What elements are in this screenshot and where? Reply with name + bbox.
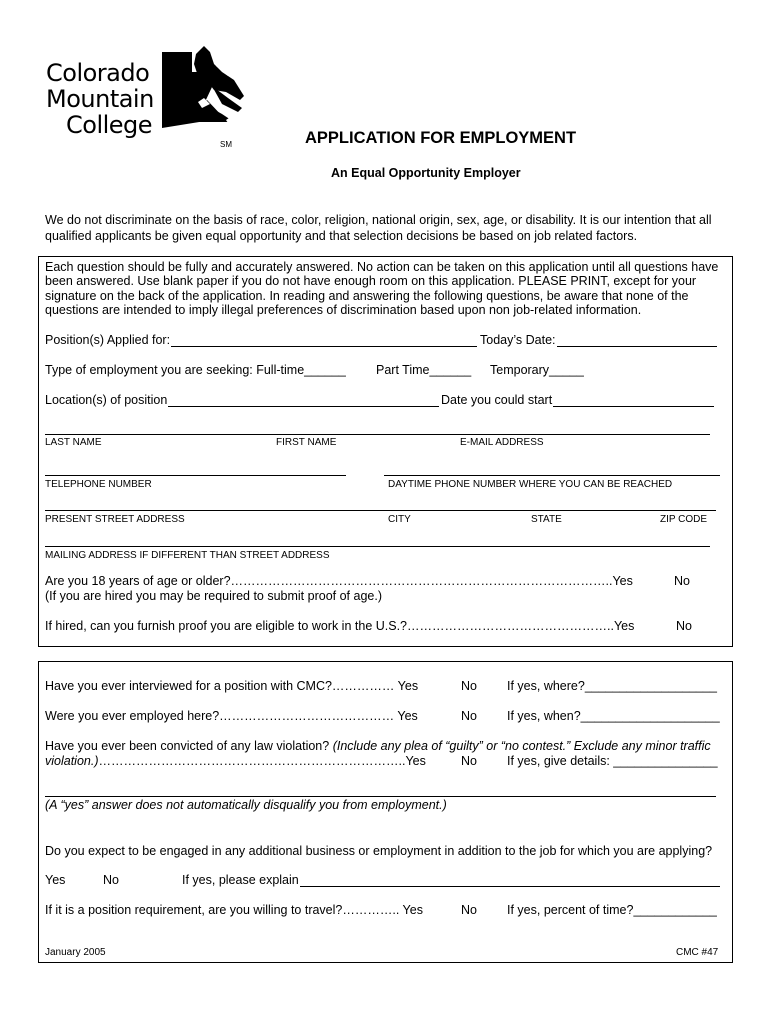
mailing-label: MAILING ADDRESS IF DIFFERENT THAN STREET ADDRESS <box>45 550 330 561</box>
other-employment-no[interactable]: No <box>103 873 119 887</box>
location-field[interactable] <box>168 406 439 407</box>
other-employment-explain-label: If yes, please explain <box>182 873 299 887</box>
position-field[interactable] <box>171 346 477 347</box>
position-label: Position(s) Applied for: <box>45 333 171 347</box>
footer-date: January 2005 <box>45 947 106 958</box>
telephone-line[interactable] <box>45 475 346 476</box>
travel-question[interactable]: If it is a position requirement, are you willing to travel?………….. Yes <box>45 903 423 917</box>
eligibility-question[interactable]: If hired, can you furnish proof you are eligible to work in the U.S.?…………………………………………..Yes <box>45 619 635 633</box>
daytime-phone-label: DAYTIME PHONE NUMBER WHERE YOU CAN BE REACHED <box>388 479 673 490</box>
telephone-label: TELEPHONE NUMBER <box>45 479 152 490</box>
conviction-details-line[interactable] <box>45 796 716 797</box>
service-mark: SM <box>220 140 232 149</box>
part-time-option[interactable]: Part Time______ <box>376 363 472 377</box>
logo-line-2: Mountain <box>46 85 154 113</box>
conviction-details[interactable]: If yes, give details: _______________ <box>507 754 718 768</box>
address-line[interactable] <box>45 510 716 511</box>
employed-when[interactable]: If yes, when?____________________ <box>507 709 720 723</box>
page-subtitle: An Equal Opportunity Employer <box>331 166 521 180</box>
conviction-question-text: Have you ever been convicted of any law violation? <box>45 739 330 753</box>
intro-line-2: qualified applicants be given equal opportunity and that selection decisions be based on job related factors. <box>45 229 638 243</box>
logo-line-1: Colorado <box>46 59 150 87</box>
conviction-violation-text: violation.) <box>45 754 99 768</box>
name-line[interactable] <box>45 434 710 435</box>
street-label: PRESENT STREET ADDRESS <box>45 514 185 525</box>
travel-no-option[interactable]: No <box>461 903 477 917</box>
employed-no-option[interactable]: No <box>461 709 477 723</box>
eligibility-no-option[interactable]: No <box>676 619 692 633</box>
yes-answer-note: (A “yes” answer does not automatically disqualify you from employment.) <box>45 798 447 812</box>
today-date-field[interactable] <box>557 346 717 347</box>
conviction-yes-option[interactable]: ………………………………………………………………..Yes <box>98 754 426 768</box>
temporary-option[interactable]: Temporary_____ <box>490 363 584 377</box>
age-question[interactable]: Are you 18 years of age or older?………………………………………………………………………………..Yes <box>45 574 633 588</box>
start-date-field[interactable] <box>553 406 714 407</box>
instructions-line-4: questions are intended to imply illegal preferences of discrimination based upon non job-related information. <box>45 303 642 317</box>
intro-line-1: We do not discriminate on the basis of race, color, religion, national origin, sex, age, or disability. It is our intention that all <box>45 213 712 227</box>
first-name-label: FIRST NAME <box>276 437 337 448</box>
email-label: E-MAIL ADDRESS <box>460 437 544 448</box>
eagle-mountain-logo-icon <box>152 42 252 138</box>
logo-text <box>46 60 154 138</box>
instructions-line-3: signature on the back of the application. In reading and answering the following questions, be aware that none of the <box>45 289 689 303</box>
page-title: APPLICATION FOR EMPLOYMENT <box>305 129 577 147</box>
interviewed-where[interactable]: If yes, where?___________________ <box>507 679 717 693</box>
daytime-phone-line[interactable] <box>384 475 720 476</box>
interviewed-question[interactable]: Have you ever interviewed for a position with CMC?…………… Yes <box>45 679 419 693</box>
last-name-label: LAST NAME <box>45 437 102 448</box>
conviction-question <box>45 739 711 753</box>
start-date-label: Date you could start <box>441 393 553 407</box>
other-employment-question: Do you expect to be engaged in any additional business or employment in addition to the job for which you are applying? <box>45 844 713 858</box>
other-employment-explain-field[interactable] <box>300 886 720 887</box>
conviction-question-note: (Include any plea of “guilty” or “no contest.” Exclude any minor traffic <box>332 739 711 753</box>
conviction-question-cont[interactable] <box>45 754 426 768</box>
history-box <box>38 661 733 963</box>
interviewed-no-option[interactable]: No <box>461 679 477 693</box>
other-employment-yes[interactable]: Yes <box>45 873 66 887</box>
instructions-line-1: Each question should be fully and accurately answered. No action can be taken on this application until all questions have <box>45 260 719 274</box>
conviction-no-option[interactable]: No <box>461 754 477 768</box>
instructions-line-2: been answered. Use blank paper if you do not have enough room on this application. PLEASE PRINT, except for your <box>45 274 697 288</box>
travel-percent[interactable]: If yes, percent of time?____________ <box>507 903 717 917</box>
mailing-line[interactable] <box>45 546 710 547</box>
zip-label: ZIP CODE <box>660 514 708 525</box>
logo-line-3: College <box>66 111 153 139</box>
age-note: (If you are hired you may be required to submit proof of age.) <box>45 589 382 603</box>
age-no-option[interactable]: No <box>674 574 690 588</box>
city-label: CITY <box>388 514 411 525</box>
state-label: STATE <box>531 514 562 525</box>
employed-question[interactable]: Were you ever employed here?…………………………………… Yes <box>45 709 418 723</box>
location-label: Location(s) of position <box>45 393 168 407</box>
form-number: CMC #47 <box>676 947 719 958</box>
full-time-option[interactable]: Type of employment you are seeking: Full-time______ <box>45 363 346 377</box>
today-date-label: Today’s Date: <box>480 333 556 347</box>
